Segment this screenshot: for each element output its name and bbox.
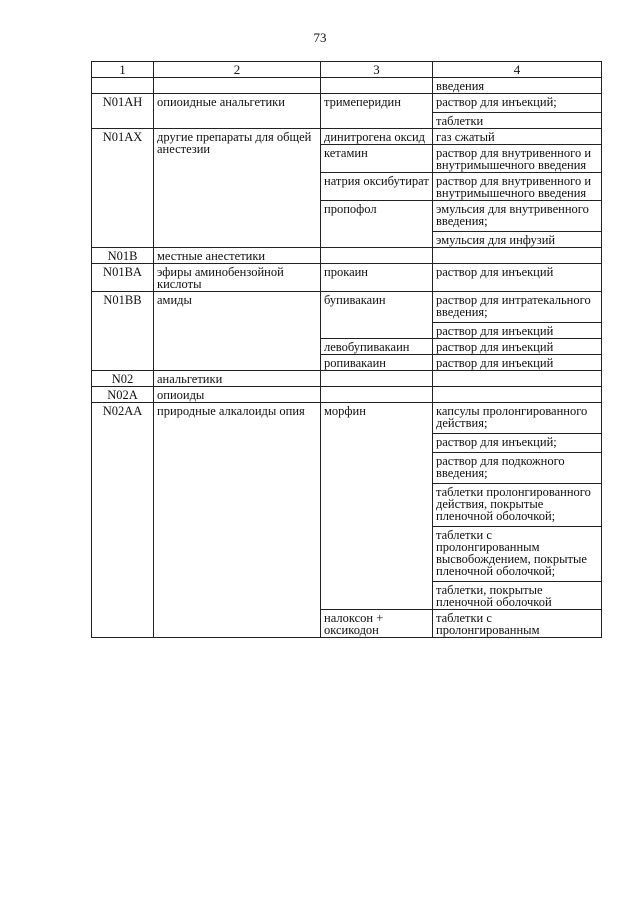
column-header: 4 (433, 62, 602, 78)
table-row (92, 248, 602, 264)
dosage-form-item: раствор для интратекального введения; (436, 293, 591, 319)
dosage-form-item: раствор для внутривенного и внутримышечного введения (436, 146, 592, 172)
group-name-cell: другие препараты для общей анестезии (154, 129, 321, 248)
table-row (92, 387, 602, 403)
drug-name-cell: прокаин (321, 264, 433, 292)
drug-name-cell (321, 78, 433, 94)
dosage-form-item: капсулы пролонгированного действия; (436, 404, 588, 430)
atc-code-cell (92, 78, 154, 94)
dosage-form-item: таблетки с пролонгированным (436, 611, 540, 637)
dosage-form-item: таблетки пролонгированного действия, покрытые пленочной оболочкой; (433, 483, 601, 522)
dosage-form-cell (433, 129, 602, 145)
table-header-row (92, 62, 602, 78)
drug-name-cell: натрия оксибутират (321, 173, 433, 201)
group-name-cell: опиоиды (154, 387, 321, 403)
atc-code-cell: N02AA (92, 403, 154, 638)
group-name-cell: эфиры аминобензойной кислоты (154, 264, 321, 292)
group-name-cell: амиды (154, 292, 321, 371)
table-row (92, 264, 602, 292)
dosage-form-item: эмульсия для внутривенного введения; (436, 202, 589, 228)
table-row (92, 371, 602, 387)
atc-code-cell: N01AH (92, 94, 154, 129)
dosage-form-cell (433, 387, 602, 403)
group-name-cell: местные анестетики (154, 248, 321, 264)
dosage-form-item: газ сжатый (436, 130, 495, 144)
drug-name-cell: ропивакаин (321, 355, 433, 371)
dosage-form-item: раствор для инъекций; (436, 95, 557, 109)
dosage-form-cell (433, 248, 602, 264)
page-number: 73 (313, 30, 327, 45)
dosage-form-item: таблетки с пролонгированным высвобождением, покрытые пленочной оболочкой; (433, 526, 601, 577)
dosage-form-cell (433, 339, 602, 355)
atc-code-cell: N01BA (92, 264, 154, 292)
table-row (92, 129, 602, 145)
dosage-form-cell (433, 173, 602, 201)
atc-code-cell: N01B (92, 248, 154, 264)
group-name-cell: опиоидные анальгетики (154, 94, 321, 129)
dosage-form-cell (433, 371, 602, 387)
dosage-form-item: раствор для внутривенного и внутримышечного введения (436, 174, 592, 200)
column-header: 2 (154, 62, 321, 78)
dosage-form-cell (433, 355, 602, 371)
table-row (92, 403, 602, 610)
dosage-form-item: раствор для подкожного введения; (433, 452, 601, 479)
dosage-form-cell (433, 264, 602, 292)
dosage-form-cell (433, 145, 602, 173)
column-header: 3 (321, 62, 433, 78)
table-row (92, 292, 602, 339)
dosage-form-cell (433, 292, 602, 339)
dosage-form-item: эмульсия для инфузий (433, 231, 601, 246)
dosage-form-cell (433, 610, 602, 638)
drug-name-cell: пропофол (321, 201, 433, 248)
atc-code-cell: N01AX (92, 129, 154, 248)
drug-name-cell (321, 387, 433, 403)
atc-code-cell: N02A (92, 387, 154, 403)
group-name-cell (154, 78, 321, 94)
dosage-form-item: таблетки (433, 112, 601, 127)
drug-name-cell: бупивакаин (321, 292, 433, 339)
drug-name-cell: морфин (321, 403, 433, 610)
drug-name-cell: налоксон + оксикодон (321, 610, 433, 638)
dosage-form-item: раствор для инъекций; (433, 433, 601, 448)
atc-code-cell: N01BB (92, 292, 154, 371)
drug-name-cell (321, 248, 433, 264)
drug-name-cell: динитрогена оксид (321, 129, 433, 145)
dosage-form-item: раствор для инъекций (433, 322, 601, 337)
drug-name-cell: кетамин (321, 145, 433, 173)
column-header: 1 (92, 62, 154, 78)
drug-table (91, 61, 602, 638)
drug-name-cell (321, 371, 433, 387)
table-row (92, 94, 602, 129)
dosage-form-cell (433, 403, 602, 610)
atc-code-cell: N02 (92, 371, 154, 387)
dosage-form-item: раствор для инъекций (436, 356, 554, 370)
dosage-form-cell (433, 201, 602, 248)
dosage-form-cell (433, 78, 602, 94)
table-row (92, 78, 602, 94)
dosage-form-item: введения (436, 79, 485, 93)
group-name-cell: природные алкалоиды опия (154, 403, 321, 638)
drug-name-cell: тримеперидин (321, 94, 433, 129)
group-name-cell: анальгетики (154, 371, 321, 387)
dosage-form-item: раствор для инъекций (436, 340, 554, 354)
dosage-form-cell (433, 94, 602, 129)
dosage-form-item: раствор для инъекций (436, 265, 554, 279)
dosage-form-item: таблетки, покрытые пленочной оболочкой (433, 581, 601, 608)
drug-name-cell: левобупивакаин (321, 339, 433, 355)
